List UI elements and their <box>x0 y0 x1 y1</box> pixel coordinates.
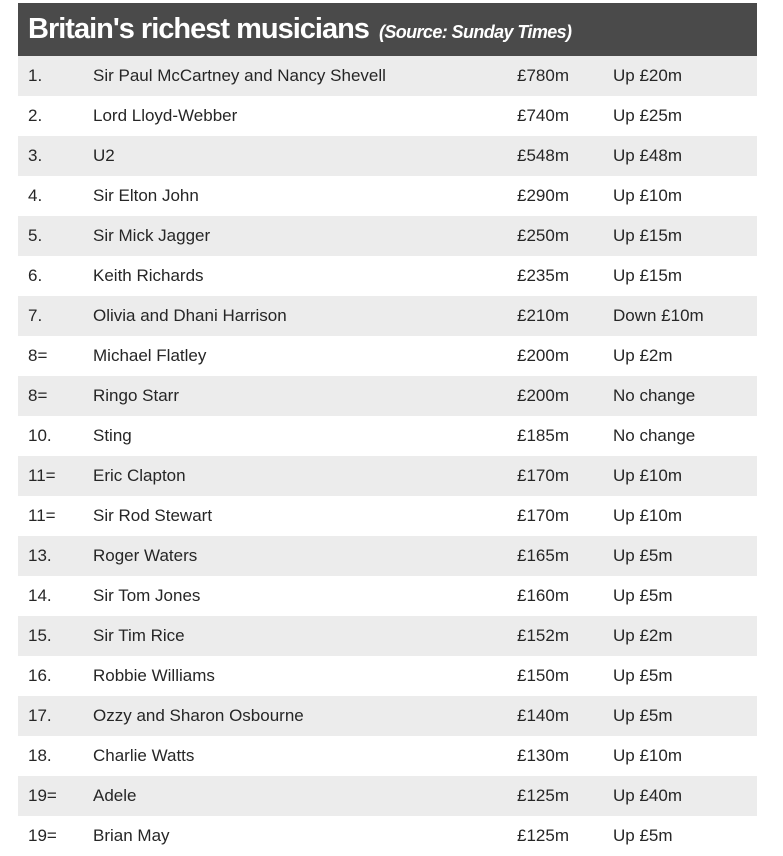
rank-cell: 3. <box>28 146 43 165</box>
worth-cell: £140m <box>517 706 569 725</box>
worth-cell: £170m <box>517 466 569 485</box>
worth-cell: £125m <box>517 826 569 845</box>
worth-cell: £130m <box>517 746 569 765</box>
rank-cell: 10. <box>28 426 52 445</box>
name-cell: Sir Rod Stewart <box>93 506 213 525</box>
source-note: (Source: Sunday Times) <box>378 22 572 42</box>
worth-cell: £165m <box>517 546 569 565</box>
table-row <box>18 416 757 456</box>
rank-cell: 11= <box>28 466 56 485</box>
table-row <box>18 736 757 776</box>
table-row <box>18 576 757 616</box>
worth-cell: £740m <box>517 106 569 125</box>
table-row <box>18 296 757 336</box>
change-cell: Up £48m <box>613 146 682 165</box>
name-cell: Adele <box>93 786 137 805</box>
rank-cell: 6. <box>28 266 43 285</box>
change-cell: Up £2m <box>613 346 673 365</box>
rank-cell: 13. <box>28 546 52 565</box>
rank-cell: 19= <box>28 786 57 805</box>
change-cell: Down £10m <box>613 306 704 325</box>
table-header <box>18 3 757 56</box>
name-cell: Olivia and Dhani Harrison <box>93 306 287 325</box>
name-cell: Charlie Watts <box>93 746 195 765</box>
worth-cell: £152m <box>517 626 569 645</box>
name-cell: Ozzy and Sharon Osbourne <box>93 706 304 725</box>
table-body <box>18 56 757 856</box>
name-cell: Ringo Starr <box>93 386 179 405</box>
worth-cell: £210m <box>517 306 569 325</box>
worth-cell: £170m <box>517 506 569 525</box>
rank-cell: 17. <box>28 706 52 725</box>
change-cell: Up £5m <box>613 826 673 845</box>
name-cell: Keith Richards <box>93 266 204 285</box>
change-cell: Up £5m <box>613 706 673 725</box>
rank-cell: 19= <box>28 826 57 845</box>
worth-cell: £548m <box>517 146 569 165</box>
rank-cell: 7. <box>28 306 43 325</box>
table-row <box>18 56 757 96</box>
change-cell: Up £15m <box>613 226 682 245</box>
worth-cell: £200m <box>517 386 569 405</box>
name-cell: Sir Paul McCartney and Nancy Shevell <box>93 66 386 85</box>
table-row <box>18 496 757 536</box>
name-cell: Sir Tom Jones <box>93 586 201 605</box>
rank-cell: 11= <box>28 506 56 525</box>
name-cell: Robbie Williams <box>93 666 215 685</box>
change-cell: Up £5m <box>613 586 673 605</box>
rank-cell: 18. <box>28 746 52 765</box>
rank-cell: 1. <box>28 66 43 85</box>
change-cell: Up £10m <box>613 746 682 765</box>
name-cell: Lord Lloyd-Webber <box>93 106 238 125</box>
table-row <box>18 656 757 696</box>
table-row <box>18 456 757 496</box>
name-cell: Sir Tim Rice <box>93 626 185 645</box>
name-cell: Eric Clapton <box>93 466 186 485</box>
worth-cell: £200m <box>517 346 569 365</box>
table-row <box>18 376 757 416</box>
rank-cell: 15. <box>28 626 52 645</box>
name-cell: Roger Waters <box>93 546 198 565</box>
worth-cell: £160m <box>517 586 569 605</box>
name-cell: U2 <box>93 146 115 165</box>
rank-cell: 14. <box>28 586 52 605</box>
change-cell: Up £5m <box>613 666 673 685</box>
rank-cell: 8= <box>28 386 48 405</box>
worth-cell: £185m <box>517 426 569 445</box>
rank-cell: 5. <box>28 226 43 245</box>
table-row <box>18 256 757 296</box>
change-cell: Up £25m <box>613 106 682 125</box>
table-row <box>18 136 757 176</box>
change-cell: No change <box>613 386 696 405</box>
change-cell: Up £15m <box>613 266 682 285</box>
rank-cell: 4. <box>28 186 43 205</box>
table-row <box>18 536 757 576</box>
table-row <box>18 776 757 816</box>
worth-cell: £125m <box>517 786 569 805</box>
change-cell: Up £10m <box>613 466 682 485</box>
name-cell: Brian May <box>93 826 170 845</box>
name-cell: Sir Mick Jagger <box>93 226 211 245</box>
table-row <box>18 696 757 736</box>
change-cell: No change <box>613 426 696 445</box>
rich-list-table <box>18 3 757 856</box>
table-row <box>18 216 757 256</box>
worth-cell: £780m <box>517 66 569 85</box>
worth-cell: £290m <box>517 186 569 205</box>
table-row <box>18 336 757 376</box>
table-title: Britain's richest musicians <box>28 13 369 45</box>
change-cell: Up £2m <box>613 626 673 645</box>
name-cell: Michael Flatley <box>93 346 207 365</box>
change-cell: Up £10m <box>613 506 682 525</box>
change-cell: Up £10m <box>613 186 682 205</box>
table-row <box>18 816 757 856</box>
change-cell: Up £40m <box>613 786 682 805</box>
worth-cell: £235m <box>517 266 569 285</box>
name-cell: Sting <box>93 426 132 445</box>
table-row <box>18 176 757 216</box>
worth-cell: £150m <box>517 666 569 685</box>
rank-cell: 8= <box>28 346 48 365</box>
rank-cell: 2. <box>28 106 43 125</box>
rank-cell: 16. <box>28 666 52 685</box>
table-row <box>18 96 757 136</box>
change-cell: Up £5m <box>613 546 673 565</box>
table-row <box>18 616 757 656</box>
change-cell: Up £20m <box>613 66 682 85</box>
name-cell: Sir Elton John <box>93 186 199 205</box>
worth-cell: £250m <box>517 226 569 245</box>
